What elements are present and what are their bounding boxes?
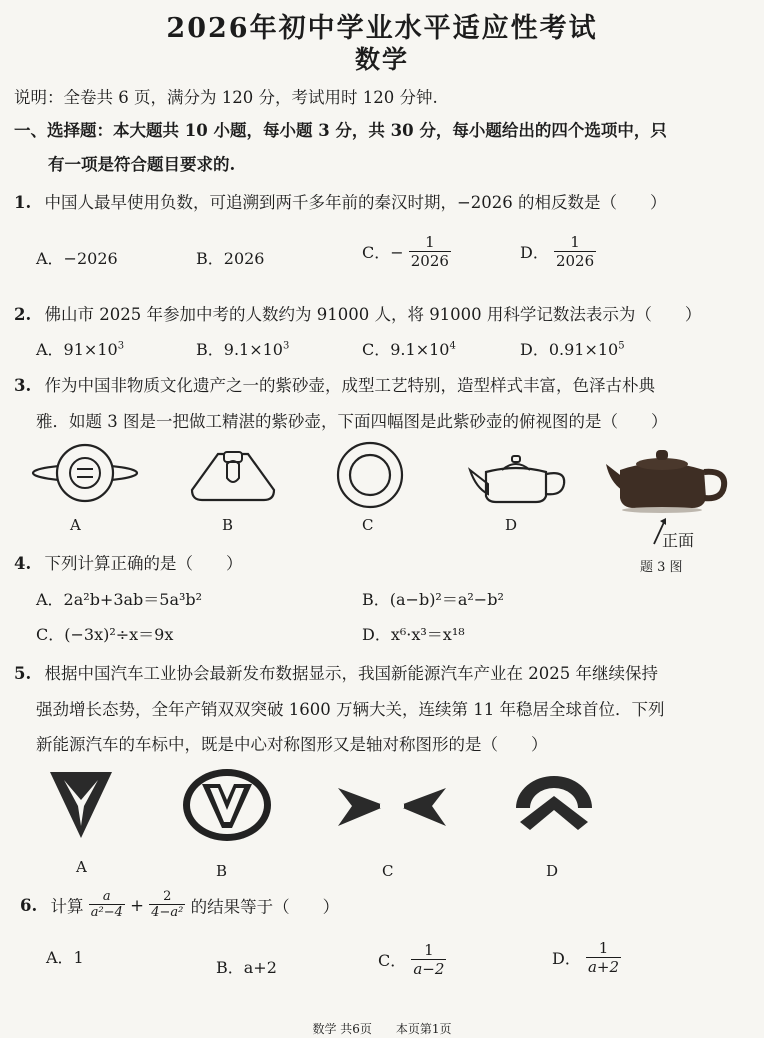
q2-option-d: [520, 337, 625, 360]
q4-option-b: B．(a−b)²＝a²−b²: [362, 590, 504, 609]
lid-outline: [227, 461, 239, 482]
page-title: 2026年初中学业水平适应性考试: [166, 13, 598, 44]
question-text: 佛山市 2025 年参加中考的人数约为 91000 人，将 91000 用科学记数法表示为（ ）: [44, 305, 702, 324]
front-label: 正面: [662, 531, 695, 550]
fraction-numerator: 2: [163, 889, 172, 904]
q3-label-b: B: [222, 516, 234, 534]
fraction-numerator: 1: [598, 939, 609, 957]
q1-option-a: A．−2026: [36, 249, 118, 268]
logo-a-icon: [48, 770, 114, 840]
section-heading-cont: 有一项是符合题目要求的.: [48, 155, 236, 174]
fraction-denominator: 2026: [555, 251, 595, 270]
q5-label-a: A: [76, 858, 87, 876]
q6-option-a: A．1: [46, 948, 84, 967]
question-prefix: 计算: [50, 897, 84, 917]
plus-sign: +: [130, 895, 144, 915]
q2-option-a: [36, 337, 124, 360]
exponent: 4: [449, 340, 456, 352]
fraction-denominator: a+2: [587, 957, 619, 976]
question-number: 3.: [14, 376, 32, 395]
question-2: [14, 301, 701, 325]
subject-title: 数学: [354, 45, 409, 74]
q4-option-c: C．(−3x)²÷x＝9x: [36, 625, 174, 644]
question-3-cont: 雅．如题 3 图是一把做工精湛的紫砂壶，下面四幅图是此紫砂壶的俯视图的是（ ）: [36, 412, 668, 431]
question-number: 5.: [14, 664, 32, 683]
q1-option-c: [362, 234, 451, 269]
q1-option-b: B．2026: [196, 249, 265, 268]
option-base: B．9.1×10: [196, 340, 283, 359]
option-prefix: D．: [520, 243, 549, 262]
question-5: [14, 660, 658, 684]
question-number: 2.: [14, 305, 32, 324]
exponent: 5: [618, 340, 625, 352]
teapot-view-b: [188, 446, 278, 506]
option-base: A．91×10: [36, 340, 118, 359]
outer-circle: [338, 443, 402, 507]
option-prefix: C．: [378, 951, 407, 970]
fraction-numerator: 1: [425, 233, 435, 251]
q4-option-d: D．x⁶·x³＝x¹⁸: [362, 625, 465, 644]
teapot-view-c: [334, 440, 406, 510]
inner-circle: [350, 455, 390, 495]
logo-b-icon: [180, 766, 274, 844]
option-base: C．9.1×10: [362, 340, 450, 359]
question-suffix: 的结果等于（ ）: [190, 897, 340, 917]
fraction-denominator: a²−4: [90, 905, 123, 921]
option-prefix: C．−: [362, 243, 404, 262]
figure-caption: 题 3 图: [640, 560, 683, 575]
fraction-denominator: 4−a²: [151, 905, 184, 921]
teapot-view-a: [30, 440, 140, 510]
body-outline: [57, 445, 113, 501]
question-3: [14, 372, 655, 396]
q3-label-c: C: [362, 516, 374, 534]
question-1: [14, 189, 667, 213]
q4-option-a: A．2a²b+3ab＝5a³b²: [36, 590, 203, 609]
teapot-photo: [600, 442, 732, 514]
option-base: D．0.91×10: [520, 340, 619, 359]
question-number: 6.: [20, 895, 38, 915]
question-text: 作为中国非物质文化遗产之一的紫砂壶，成型工艺特别，造型样式丰富，色泽古朴典: [44, 376, 655, 395]
q3-label-a: A: [70, 516, 81, 534]
fraction-denominator: 2026: [410, 251, 449, 270]
q5-label-d: D: [546, 862, 559, 880]
q2-option-c: [362, 337, 456, 360]
question-text: 中国人最早使用负数，可追溯到两千多年前的秦汉时期，−2026 的相反数是（ ）: [44, 193, 667, 212]
question-5-cont: 强劲增长态势，全年产销双双突破 1600 万辆大关，连续第 11 年稳居全球首位．下列: [36, 700, 665, 719]
q6-option-d: [552, 940, 621, 975]
handle: [546, 473, 564, 494]
question-5-cont2: 新能源汽车的车标中，既是中心对称图形又是轴对称图形的是（ ）: [36, 735, 548, 754]
question-number: 1.: [14, 193, 32, 212]
question-text: 根据中国汽车工业协会最新发布数据显示，我国新能源汽车产业在 2025 年继续保持: [44, 664, 658, 683]
logo-d-icon: [512, 774, 596, 836]
teapot-view-d: [466, 448, 570, 508]
fraction-numerator: 1: [424, 941, 434, 959]
question-text: 下列计算正确的是（ ）: [44, 554, 243, 573]
q3-label-d: D: [505, 516, 518, 534]
q2-option-b: [196, 337, 289, 360]
page-footer: 数学 共6页 本页第1页: [312, 1022, 452, 1036]
q6-option-b: B．a+2: [216, 958, 277, 977]
fraction-denominator: a−2: [413, 959, 445, 978]
logo-c-icon: [336, 782, 448, 832]
instructions: 说明：全卷共 6 页，满分为 120 分，考试用时 120 分钟.: [14, 88, 438, 107]
body-outline: [486, 468, 546, 502]
question-4: [14, 550, 242, 574]
fraction-numerator: a: [102, 889, 111, 904]
exponent: 3: [117, 340, 125, 352]
question-6: [20, 890, 339, 921]
exponent: 3: [282, 340, 290, 352]
q6-option-c: [378, 942, 446, 977]
q5-label-c: C: [382, 862, 394, 880]
q5-label-b: B: [216, 862, 228, 880]
fraction-numerator: 1: [570, 233, 580, 251]
q1-option-d: [520, 234, 596, 269]
option-prefix: D．: [552, 949, 581, 968]
section-heading: 一、选择题：本大题共 10 小题，每小题 3 分，共 30 分，每小题给出的四个选项中，只: [14, 121, 667, 140]
question-number: 4.: [14, 554, 32, 573]
